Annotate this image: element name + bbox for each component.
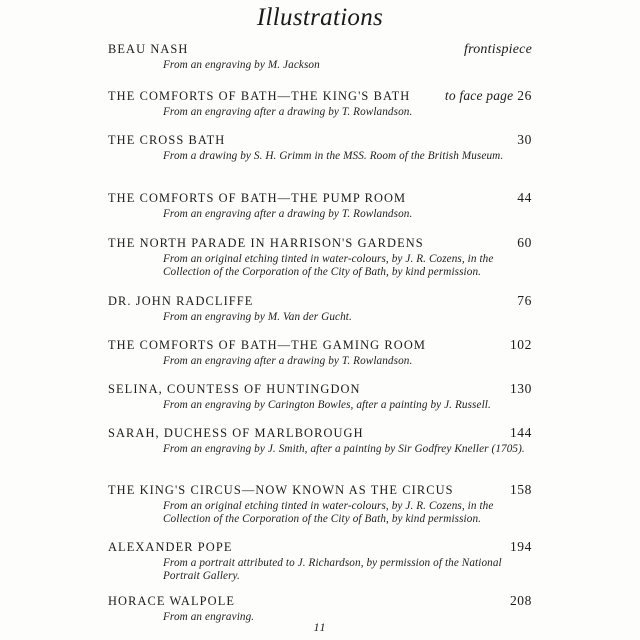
entry-title: THE NORTH PARADE IN HARRISON'S GARDENS <box>108 236 424 250</box>
entry-page-prefix: to face page <box>444 88 514 103</box>
entry-title: BEAU NASH <box>108 42 189 56</box>
entry-description: From a drawing by S. H. Grimm in the MSS. Room of the British Museum. <box>163 150 504 162</box>
page-number: 11 <box>313 620 327 634</box>
entry-description: From an engraving by M. Jackson <box>163 59 320 71</box>
entry-page-group <box>445 88 532 103</box>
entry-page: 158 <box>509 482 532 497</box>
entry-title: THE COMFORTS OF BATH—THE GAMING ROOM <box>108 338 427 352</box>
entry-page: 60 <box>517 235 532 250</box>
illustration-entry <box>108 381 532 412</box>
entry-description: From an engraving. <box>163 611 255 623</box>
illustration-entry <box>108 190 532 221</box>
entry-description: From an engraving after a drawing by T. Rowlandson. <box>163 208 413 220</box>
illustration-entry <box>108 425 532 456</box>
entry-description: From an engraving by Carington Bowles, after a painting by J. Russell. <box>163 399 491 411</box>
entry-title: SARAH, DUCHESS OF MARLBOROUGH <box>108 426 364 440</box>
entry-page: 130 <box>509 381 532 396</box>
entry-description: From an engraving after a drawing by T. Rowlandson. <box>163 106 413 118</box>
entry-title: THE KING'S CIRCUS—NOW KNOWN AS THE CIRCUS <box>108 483 454 497</box>
illustration-entry <box>108 42 532 72</box>
entry-description: From an original etching tinted in water-colours, by J. R. Cozens, in the Collection of the Corporation of the City of Bath, by kind permission. <box>163 500 494 525</box>
entry-description: From an engraving by J. Smith, after a painting by Sir Godfrey Kneller (1705). <box>163 443 525 455</box>
illustration-entry <box>108 337 532 368</box>
entry-page: 26 <box>517 88 532 103</box>
entry-title: THE COMFORTS OF BATH—THE KING'S BATH <box>108 89 411 103</box>
illustration-entry <box>108 235 532 279</box>
entry-title: THE COMFORTS OF BATH—THE PUMP ROOM <box>108 191 407 205</box>
entry-page: 44 <box>517 190 532 205</box>
entry-title: HORACE WALPOLE <box>108 594 236 608</box>
illustration-entry <box>108 88 532 119</box>
entry-description: From a portrait attributed to J. Richardson, by permission of the National Portrait Gallery. <box>163 557 502 582</box>
entry-title: ALEXANDER POPE <box>108 540 233 554</box>
entry-page: frontispiece <box>464 42 532 57</box>
illustration-entry <box>108 293 532 324</box>
page-heading: Illustrations <box>256 4 384 31</box>
entry-title: SELINA, COUNTESS OF HUNTINGDON <box>108 382 361 396</box>
illustration-entry <box>108 482 532 526</box>
entry-page: 102 <box>509 337 532 352</box>
illustration-entry <box>108 539 532 583</box>
entry-title: THE CROSS BATH <box>108 133 226 147</box>
entry-page: 208 <box>509 593 532 608</box>
entry-page: 144 <box>509 425 532 440</box>
entry-description: From an engraving by M. Van der Gucht. <box>163 311 352 323</box>
entry-page: 194 <box>509 539 532 554</box>
entry-description: From an original etching tinted in water-colours, by J. R. Cozens, in the Collection of the Corporation of the City of Bath, by kind permission. <box>163 253 494 278</box>
entry-title: DR. JOHN RADCLIFFE <box>108 294 254 308</box>
entry-page: 30 <box>517 132 532 147</box>
illustration-entry <box>108 132 532 163</box>
entry-page: 76 <box>517 293 532 308</box>
entry-description: From an engraving after a drawing by T. Rowlandson. <box>163 355 413 367</box>
